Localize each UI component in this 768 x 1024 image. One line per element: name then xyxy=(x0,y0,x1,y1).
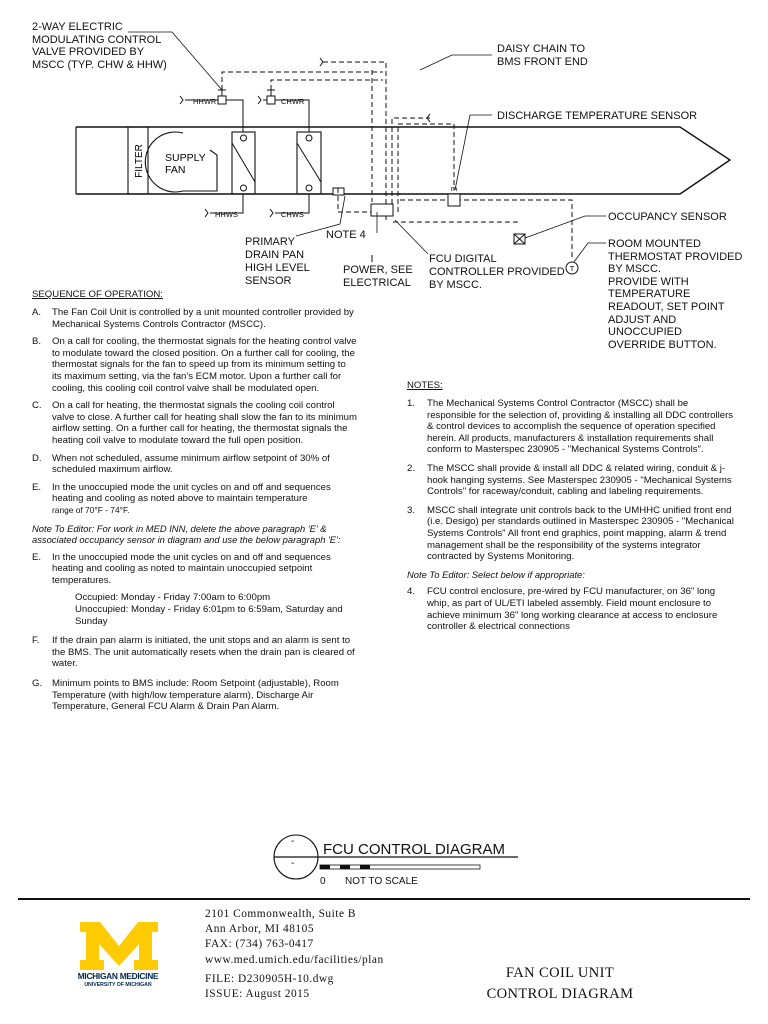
list-item-text: FCU control enclosure, pre-wired by FCU manufacturer, on 36" long whip, as part of UL/ETI labeled assembly. Field mount enclosure to achieve minimum 36" long working clearance at access to enclosure controller & electrical connections xyxy=(427,586,718,633)
note4-label: NOTE 4 xyxy=(326,229,366,241)
list-item-key: 3. xyxy=(407,504,416,516)
valve-label xyxy=(32,21,167,71)
sheet-title xyxy=(470,963,650,1005)
drain-pan-label: PRIMARY DRAIN PAN HIGH LEVEL SENSOR xyxy=(245,236,310,287)
sheet-title-line2: CONTROL DIAGRAM xyxy=(486,986,634,1002)
list-item-text: Minimum points to BMS include: Room Setpoint (adjustable), Room Temperature (with high/low temperature alarm), Discharge Air Temperature, General FCU Alarm & Drain Pan Alarm. xyxy=(52,678,339,713)
sequence-heading: SEQUENCE OF OPERATION: xyxy=(32,289,163,300)
list-item-key: E. xyxy=(32,481,42,493)
title-dash-bottom: - xyxy=(291,858,295,869)
list-item-key: G. xyxy=(32,678,43,690)
list-item-key: 2. xyxy=(407,462,416,474)
list-item-key: 1. xyxy=(407,398,416,409)
list-item-text: On a call for cooling, the thermostat signals for the heating control valve to modulate toward the closed position. On a further call for cooling, the thermostat signals for the fan to speed up from its minimum setting to its maximum setting, via the fan's ECM motor. Upon a further call for cooling, this cooling coil control valve shall be modulated open. xyxy=(52,336,357,394)
editor-note: Note To Editor: Select below if appropriate: xyxy=(407,568,585,580)
fan-label-2: FAN xyxy=(165,164,186,176)
discharge-sensor-label: DISCHARGE TEMPERATURE SENSOR xyxy=(497,110,698,122)
list-item-text: In the unoccupied mode the unit cycles on and off and sequences heating and cooling as noted above to maintain temperature xyxy=(52,481,331,505)
list-item xyxy=(32,635,358,670)
hhws-label: HHWS xyxy=(215,210,238,219)
list-item-key: 4. xyxy=(407,586,416,598)
address-line1: 2101 Commonwealth, Suite B xyxy=(205,908,356,920)
website-link[interactable]: www.med.umich.edu/facilities/plan xyxy=(205,953,384,966)
fax: FAX: (734) 763-0417 xyxy=(205,938,314,951)
list-item-key: D. xyxy=(32,452,42,464)
list-item xyxy=(32,482,358,517)
notes-list xyxy=(407,398,737,633)
michigan-logo xyxy=(76,920,162,972)
list-item xyxy=(32,336,358,394)
scale-label: NOT TO SCALE xyxy=(345,876,418,887)
footer-rule xyxy=(18,898,750,900)
occupancy-sensor-label: OCCUPANCY SENSOR xyxy=(608,211,727,223)
fcu-controller xyxy=(371,204,393,216)
title-dash-top: - xyxy=(291,836,295,847)
list-item xyxy=(32,453,358,476)
list-item-text: In the unoccupied mode the unit cycles on and off and sequences heating and cooling as noted to maintain unoccupied setpoint temperatures. xyxy=(52,551,331,586)
list-item xyxy=(32,307,358,330)
hhw-valve xyxy=(218,96,226,104)
control-wiring xyxy=(222,62,572,258)
sensor-m-mark: m xyxy=(450,184,458,193)
list-item xyxy=(407,505,737,563)
list-item-text: MSCC shall integrate unit controls back to the UMHHC unified front end (i.e. Desigo) per standards outlined in Masterspec 230905 - "Mechanical Systems Controls" All front end graphics, point mapping, alarm & trend management shall be the responsibility of the systems integrator contracted by Systems Monitoring. xyxy=(427,504,734,563)
scale-zero: 0 xyxy=(320,876,326,887)
address-line2: Ann Arbor, MI 48105 xyxy=(205,923,315,936)
hhwr-label: HHWR xyxy=(193,97,217,106)
schedule-line: Occupied: Monday - Friday 7:00am to 6:00pm xyxy=(75,592,271,604)
discharge-temp-sensor xyxy=(448,194,460,206)
daisy-chain-label: DAISY CHAIN TO BMS FRONT END xyxy=(497,43,588,68)
list-item-key: F. xyxy=(32,635,40,647)
valve-label-text: 2-WAY ELECTRIC MODULATING CONTROL VALVE PROVIDED BY MSCC (TYP. CHW & HHW) xyxy=(32,21,167,71)
chws-label: CHWS xyxy=(281,210,304,219)
logo-line2: UNIVERSITY OF MICHIGAN xyxy=(84,982,152,988)
list-item-text: On a call for heating, the thermostat signals the cooling coil control valve to close. A further call for heating shall slow the fan to its minimum airflow setting. On a further call for heating, the thermostat signals the heating coil valve to modulate toward the full open position. xyxy=(52,400,358,446)
list-item xyxy=(407,398,737,456)
thermostat-label: ROOM MOUNTED THERMOSTAT PROVIDED BY MSCC. PROVIDE WITH TEMPERATURE READOUT, SET POINT ADJUST AND UNOCCUPIED OVERRIDE BUTTON. xyxy=(608,238,743,351)
list-item-key: E. xyxy=(32,551,42,563)
list-item-text: The Mechanical Systems Control Contractor (MSCC) shall be responsible for the selection of, providing & installing all DDC controllers & control devices to accomplish the sequence of operation specified herein. All products, manufacturers & installation requirements shall conform to Masterspec 230905 - "Mechanical Systems Controls". xyxy=(427,398,734,456)
controller-label: FCU DIGITAL CONTROLLER PROVIDED BY MSCC. xyxy=(429,253,565,291)
fan-label-1: SUPPLY xyxy=(165,152,206,164)
list-item xyxy=(407,463,737,498)
list-item-text: If the drain pan alarm is initiated, the unit stops and an alarm is sent to the BMS. The unit automatically resets when the drain pan is cleared of water. xyxy=(52,635,355,670)
list-item-text: When not scheduled, assume minimum airflow setpoint of 30% of scheduled maximum airflow. xyxy=(52,452,330,476)
list-item-key: A. xyxy=(32,307,42,318)
list-item-text: The MSCC shall provide & install all DDC & related wiring, conduit & j-hook hanging systems. See Masterspec 230905 - "Mechanical Systems Controls" for raceway/conduit, cabling and labeling requirements. xyxy=(427,462,732,498)
power-label: POWER, SEE ELECTRICAL xyxy=(343,264,413,289)
schedule-line: Unoccupied: Monday - Friday 6:01pm to 6:59am, Saturday and Sunday xyxy=(75,604,343,627)
list-item-extra: range of 70°F - 74°F. xyxy=(52,504,130,515)
sheet-title-line1: FAN COIL UNIT xyxy=(505,965,615,981)
list-item xyxy=(407,586,737,632)
list-item xyxy=(32,400,358,446)
footer-address xyxy=(205,907,384,1002)
notes-heading: NOTES: xyxy=(407,380,443,391)
issue-date: ISSUE: August 2015 xyxy=(205,988,310,1001)
logo-line1: MICHIGAN MEDICINE xyxy=(77,971,159,981)
chwr-label: CHWR xyxy=(281,97,305,106)
sequence-list xyxy=(32,307,358,713)
thermostat-t-mark: T xyxy=(569,264,575,273)
list-item xyxy=(32,552,358,587)
list-item xyxy=(32,678,358,713)
chw-valve xyxy=(267,96,275,104)
file-name: FILE: D230905H-10.dwg xyxy=(205,972,334,985)
list-item-key: B. xyxy=(32,336,42,348)
list-item-key: C. xyxy=(32,400,42,412)
editor-note: Note To Editor: For work in MED INN, delete the above paragraph 'E' & associated occupancy sensor in diagram and use the below paragraph 'E': xyxy=(32,522,341,546)
list-item-text: The Fan Coil Unit is controlled by a unit mounted controller provided by Mechanical Systems Controls Contractor (MSCC). xyxy=(52,307,354,330)
diagram-title: FCU CONTROL DIAGRAM xyxy=(323,841,505,858)
filter-label: FILTER xyxy=(134,144,145,178)
